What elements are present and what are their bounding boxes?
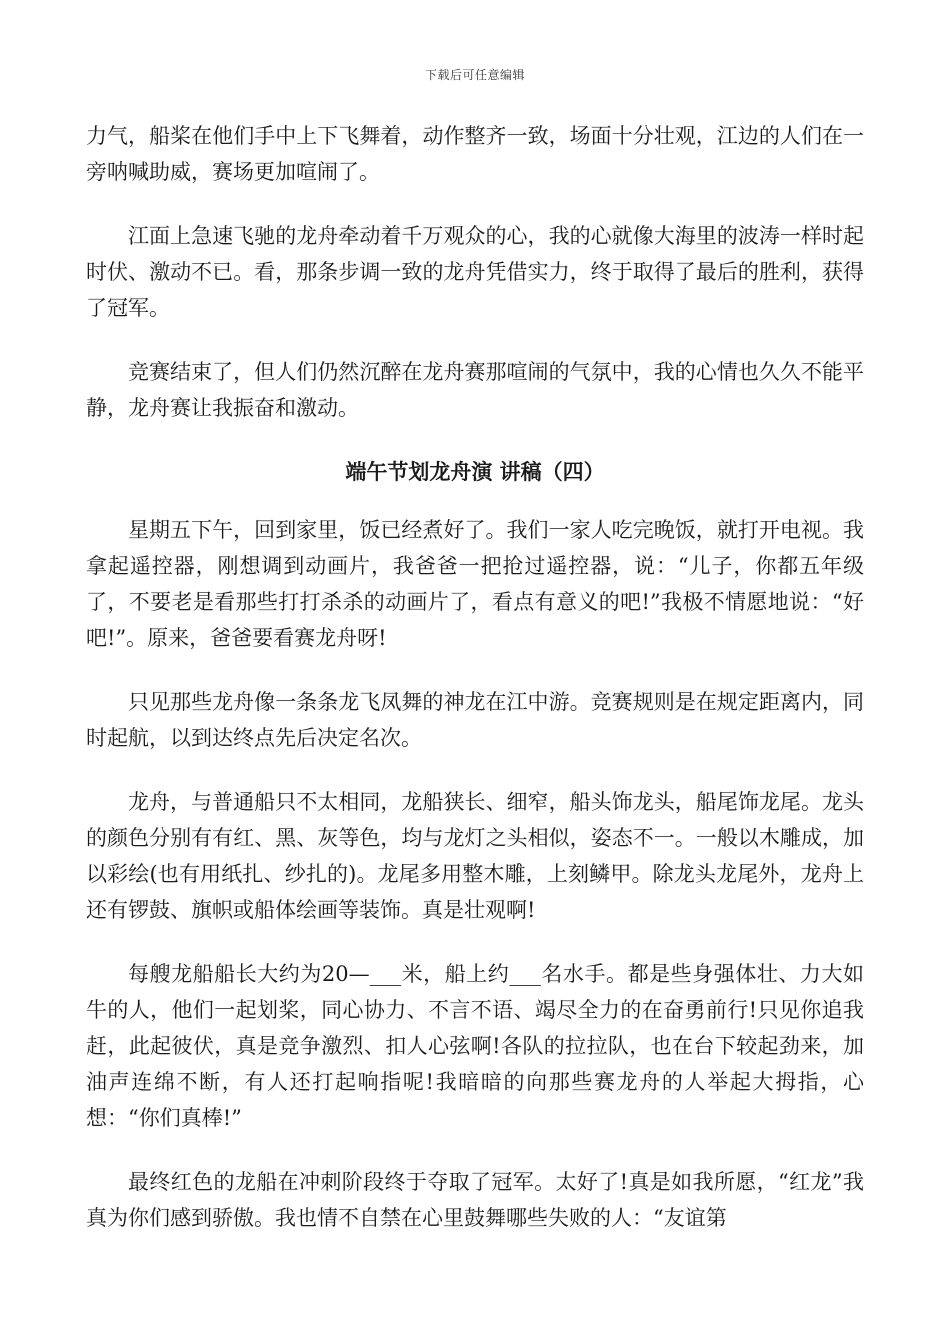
paragraph: 星期五下午，回到家里，饭已经煮好了。我们一家人吃完晚饭，就打开电视。我拿起遥控器，刚想调到动画片，我爸爸一把抢过遥控器，说：“儿子，你都五年级了，不要老是看那些打打杀杀的动画片了，看点有意义的吧!”我极不情愿地说：“好吧!”。原来，爸爸要看赛龙舟呀! — [86, 518, 864, 650]
paragraph: 只见那些龙舟像一条条龙飞凤舞的神龙在江中游。竞赛规则是在规定距离内，同时起航，以到达终点先后决定名次。 — [86, 690, 864, 750]
paragraph-continuation: 力气，船桨在他们手中上下飞舞着，动作整齐一致，场面十分壮观，江边的人们在一旁呐喊助威，赛场更加喧闹了。 — [86, 124, 864, 184]
document-body — [86, 118, 864, 1264]
paragraph: 最终红色的龙船在冲刺阶段终于夺取了冠军。太好了!真是如我所愿，“红龙”我真为你们感到骄傲。我也情不自禁在心里鼓舞哪些失败的人：“友谊第 — [86, 1170, 864, 1230]
paragraph: 江面上急速飞驰的龙舟牵动着千万观众的心，我的心就像大海里的波涛一样时起时伏、激动不已。看，那条步调一致的龙舟凭借实力，终于取得了最后的胜利，获得了冠军。 — [86, 224, 864, 320]
header-note: 下载后可任意编辑 — [424, 68, 525, 82]
section-title: 端午节划龙舟演 讲稿（四） — [345, 460, 605, 484]
paragraph: 竞赛结束了，但人们仍然沉醉在龙舟赛那喧闹的气氛中，我的心情也久久不能平静，龙舟赛让我振奋和激动。 — [86, 360, 864, 420]
paragraph: 龙舟，与普通船只不太相同，龙船狭长、细窄，船头饰龙头，船尾饰龙尾。龙头的颜色分别有有红、黑、灰等色，均与龙灯之头相似，姿态不一。一般以木雕成，加以彩绘(也有用纸扎、纱扎的)。龙尾多用整木雕，上刻鳞甲。除龙头龙尾外，龙舟上还有锣鼓、旗帜或船体绘画等装饰。真是壮观啊! — [86, 790, 864, 922]
paragraph: 每艘龙船船长大约为20—___米，船上约___名水手。都是些身强体壮、力大如牛的人，他们一起划桨，同心协力、不言不语、竭尽全力的在奋勇前行!只见你追我赶，此起彼伏，真是竞争激烈、扣人心弦啊!各队的拉拉队，也在台下较起劲来，加油声连绵不断，有人还打起响指呢!我暗暗的向那些赛龙舟的人举起大拇指，心想：“你们真棒!” — [86, 962, 864, 1130]
